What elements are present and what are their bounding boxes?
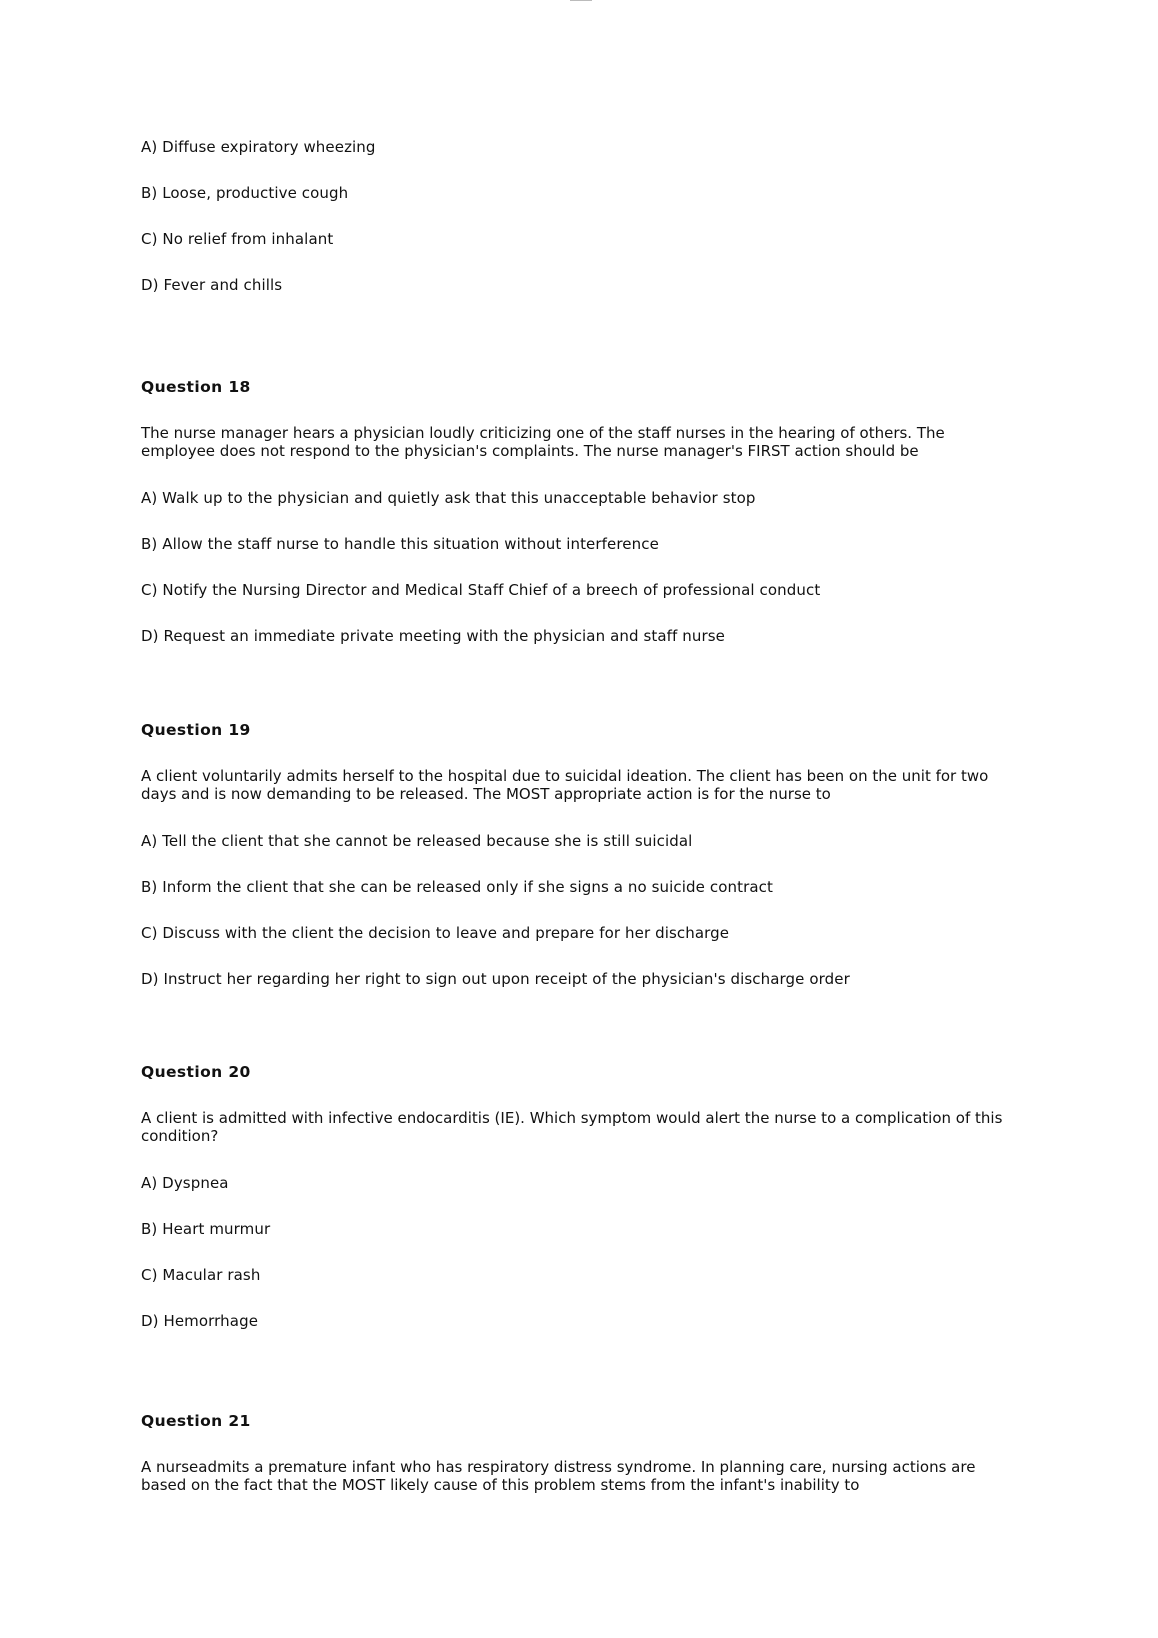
header-mark — [570, 0, 592, 3]
question-title: Question 20 — [141, 1063, 251, 1081]
option-a: A) Dyspnea — [141, 1174, 229, 1192]
question-stem: A client is admitted with infective endocarditis (IE). Which symptom would alert the nurse to a complication of this condition? — [141, 1109, 1003, 1145]
option-b: B) Inform the client that she can be released only if she signs a no suicide contract — [141, 878, 773, 896]
option-d: D) Request an immediate private meeting with the physician and staff nurse — [141, 627, 726, 645]
question-stem: The nurse manager hears a physician loudly criticizing one of the staff nurses in the hearing of others. The employee does not respond to the physician's complaints. The nurse manager's FIRST action should be — [141, 424, 945, 460]
option-c: C) Notify the Nursing Director and Medical Staff Chief of a breech of professional conduct — [141, 581, 821, 599]
option-a: A) Walk up to the physician and quietly ask that this unacceptable behavior stop — [141, 489, 756, 507]
option-c: C) Discuss with the client the decision to leave and prepare for her discharge — [141, 924, 730, 942]
option-b: B) Allow the staff nurse to handle this situation without interference — [141, 535, 659, 553]
option-a: A) Tell the client that she cannot be released because she is still suicidal — [141, 832, 693, 850]
option-d: D) Hemorrhage — [141, 1312, 259, 1330]
option-a: A) Diffuse expiratory wheezing — [141, 138, 376, 156]
option-b: B) Heart murmur — [141, 1220, 271, 1238]
question-stem: A nurseadmits a premature infant who has respiratory distress syndrome. In planning care, nursing actions are based on the fact that the MOST likely cause of this problem stems from the infant's inability to — [141, 1458, 976, 1494]
question-title: Question 19 — [141, 721, 251, 739]
option-d: D) Instruct her regarding her right to sign out upon receipt of the physician's discharge order — [141, 970, 850, 988]
question-title: Question 21 — [141, 1412, 251, 1430]
question-stem: A client voluntarily admits herself to the hospital due to suicidal ideation. The client has been on the unit for two days and is now demanding to be released. The MOST appropriate action is for the nurse to — [141, 767, 989, 803]
option-b: B) Loose, productive cough — [141, 184, 349, 202]
question-title: Question 18 — [141, 378, 251, 396]
option-c: C) No relief from inhalant — [141, 230, 334, 248]
option-d: D) Fever and chills — [141, 276, 283, 294]
option-c: C) Macular rash — [141, 1266, 261, 1284]
